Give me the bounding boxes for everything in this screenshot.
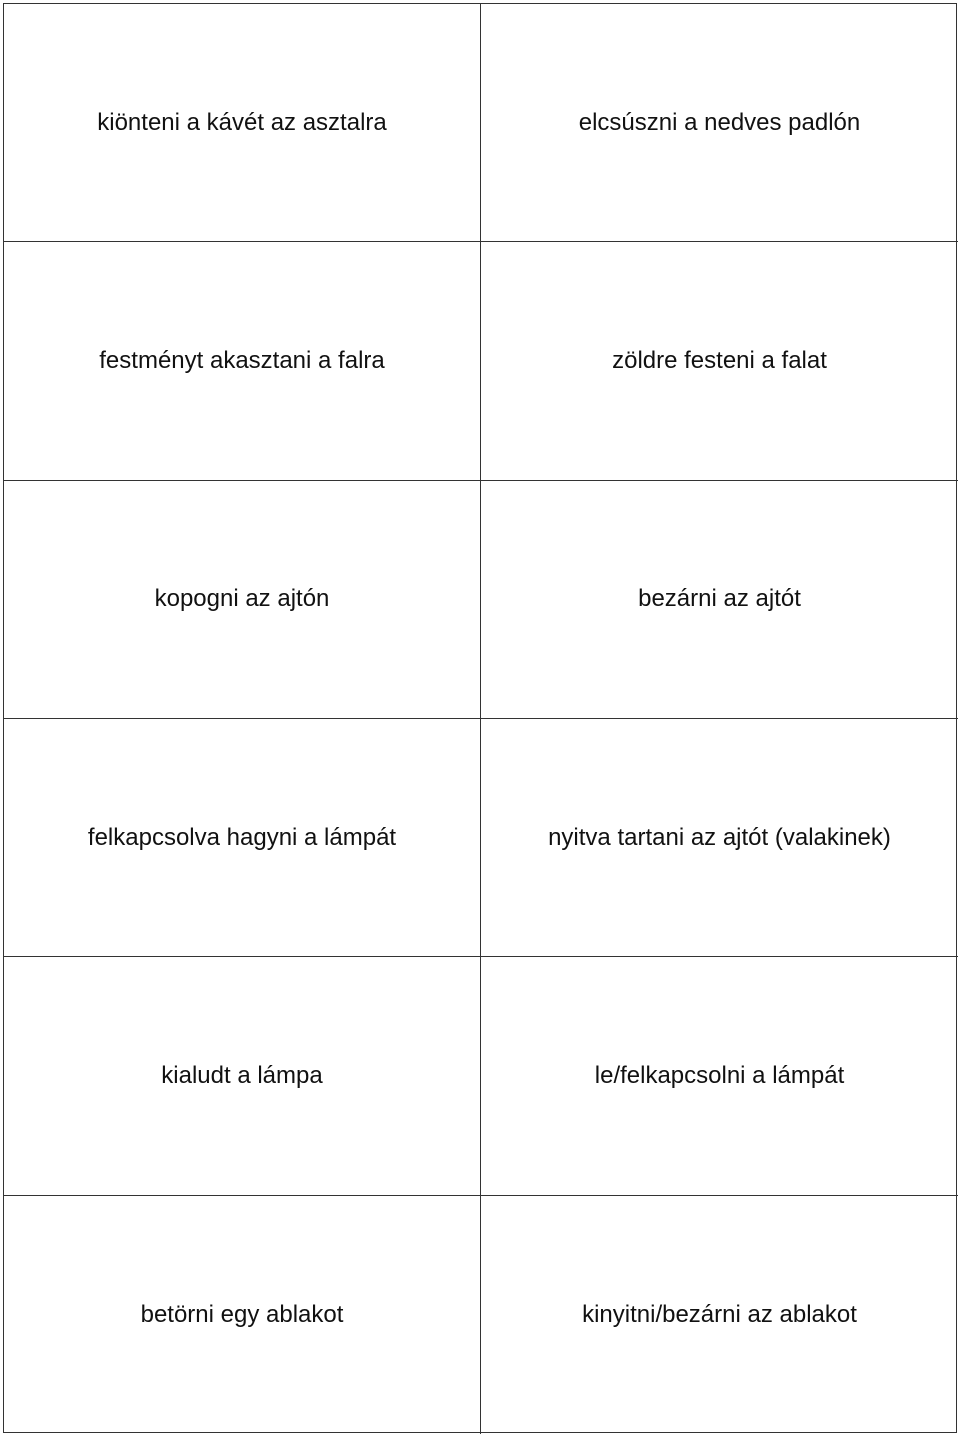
card-text: kialudt a lámpa bbox=[161, 1061, 323, 1089]
card-spill-coffee bbox=[4, 4, 481, 242]
card-close-door bbox=[481, 481, 958, 719]
card-hang-painting bbox=[4, 242, 481, 480]
card-switch-lamp bbox=[481, 957, 958, 1195]
card-text: elcsúszni a nedves padlón bbox=[578, 108, 861, 136]
card-slip-floor bbox=[481, 4, 958, 242]
card-text: zöldre festeni a falat bbox=[612, 346, 827, 374]
card-hold-door-open bbox=[481, 719, 958, 957]
card-break-window bbox=[4, 1196, 481, 1434]
card-text: felkapcsolva hagyni a lámpát bbox=[87, 823, 397, 851]
card-leave-lamp-on bbox=[4, 719, 481, 957]
card-text: bezárni az ajtót bbox=[638, 585, 801, 613]
card-text: le/felkapcsolni a lámpát bbox=[594, 1061, 845, 1089]
card-text: betörni egy ablakot bbox=[140, 1300, 344, 1328]
card-knock-door bbox=[4, 481, 481, 719]
card-text: festményt akasztani a falra bbox=[99, 346, 385, 374]
card-paint-wall bbox=[481, 242, 958, 480]
card-open-close-window bbox=[481, 1196, 958, 1434]
card-text: nyitva tartani az ajtót (valakinek) bbox=[548, 823, 891, 851]
card-lamp-went-out bbox=[4, 957, 481, 1195]
card-text: kopogni az ajtón bbox=[154, 585, 330, 613]
card-grid bbox=[3, 3, 957, 1433]
card-text: kiönteni a kávét az asztalra bbox=[97, 108, 387, 136]
card-text: kinyitni/bezárni az ablakot bbox=[582, 1300, 857, 1328]
